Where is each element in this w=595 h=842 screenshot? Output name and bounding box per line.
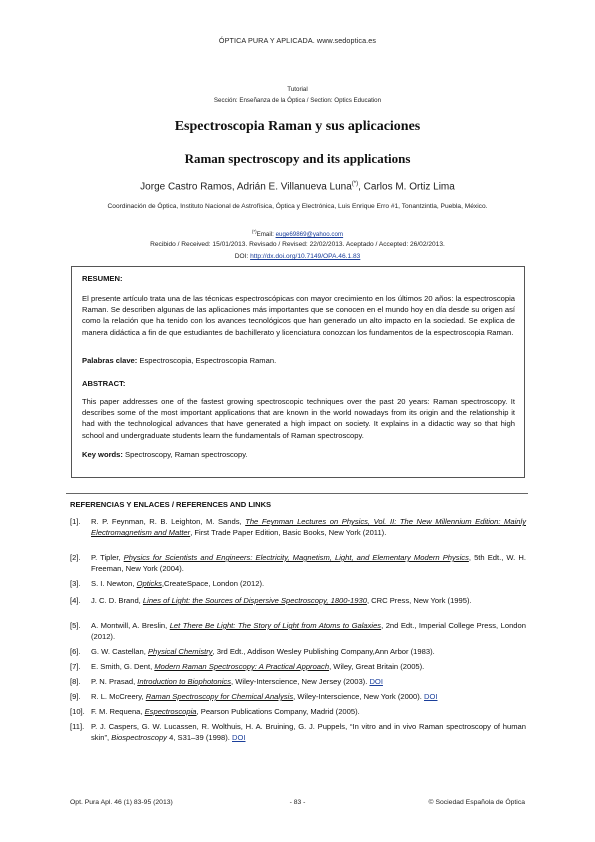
corresponding-mark: (*) xyxy=(351,181,359,187)
reference-title: Introduction to Biophotonics xyxy=(137,677,232,686)
doi-link[interactable]: DOI xyxy=(369,677,383,686)
reference-details: , 3rd Edt., Addison Wesley Publishing Company,Ann Arbor (1983). xyxy=(212,647,435,656)
reference-title: Lines of Light: the Sources of Dispersive Spectroscopy, 1800-1930 xyxy=(142,596,367,605)
resumen-text: El presente artículo trata una de las técnicas espectroscópicas con mayor crecimiento en los últimos 20 años: la espectroscopia Raman. Se describen algunas de las aplicaciones más importantes que se conocen en el mundo hoy en día desde su origen así como la relación que ha tenido con los avances tecnológicos que han generado un alto impacto en la sociedad. Se explica de manera didáctica a fin de que estudiantes de bachillerato y licenciatura conozcan los fundamentos de la espectroscopia Raman. xyxy=(82,294,515,337)
email-line xyxy=(0,229,595,238)
authors-part-b: , Carlos M. Ortiz Lima xyxy=(358,181,455,193)
reference-text xyxy=(91,552,526,574)
reference-details: , Wiley-Interscience, New Jersey (2003). xyxy=(231,677,370,686)
abstract-keywords-label: Key words: xyxy=(82,450,123,459)
reference-authors: F. M. Requena, xyxy=(91,707,145,716)
doi-label: DOI: xyxy=(234,253,251,260)
authors-part-a: Jorge Castro Ramos, Adrián E. Villanueva Luna xyxy=(140,181,352,193)
reference-title: Modern Raman Spectroscopy: A Practical Approach xyxy=(154,662,330,671)
section-type: Tutorial xyxy=(287,86,308,93)
title-spanish: Espectroscopia Raman y sus aplicaciones xyxy=(174,119,421,134)
resumen-keywords xyxy=(82,355,515,366)
footer-citation: Opt. Pura Apl. 46 (1) 83-95 (2013) xyxy=(70,799,173,806)
reference-details: , Wiley, Great Britain (2005). xyxy=(329,662,425,671)
reference-text xyxy=(91,676,526,687)
section-name: Sección: Enseñanza de la Óptica / Section: Optics Education xyxy=(213,97,382,104)
reference-text xyxy=(91,578,526,589)
reference-title: Let There Be Light: The Story of Light from Atoms to Galaxies xyxy=(169,621,382,630)
reference-number: [9]. xyxy=(70,692,81,701)
reference-number: [6]. xyxy=(70,647,81,656)
abstract-keywords-value: Spectroscopy, Raman spectroscopy. xyxy=(122,450,248,459)
reference-text xyxy=(91,646,526,657)
reference-title: Physical Chemistry xyxy=(147,647,213,656)
reference-number: [7]. xyxy=(70,662,81,671)
reference-number: [8]. xyxy=(70,677,81,686)
reference-number: [5]. xyxy=(70,621,81,630)
abstract-box xyxy=(71,266,525,478)
reference-text xyxy=(91,595,526,606)
reference-text xyxy=(91,721,526,743)
reference-details: , 2nd Edt., Imperial College Press, London (2012). xyxy=(91,621,526,642)
reference-text xyxy=(91,691,526,702)
reference-text xyxy=(91,661,526,672)
email-label: Email: xyxy=(256,231,276,239)
doi-link[interactable]: DOI xyxy=(424,692,438,701)
reference-details: , Pearson Publications Company, Madrid (2005). xyxy=(196,707,360,716)
references-divider xyxy=(66,493,528,494)
reference-authors: P. Tipler, xyxy=(91,553,124,562)
reference-title: Physics for Scientists and Engineers: Electricity, Magnetism, Light, and Elementary Modern Physics xyxy=(123,553,469,562)
reference-text xyxy=(91,516,526,538)
dates-line: Recibido / Received: 15/01/2013. Revisado / Revised: 22/02/2013. Aceptado / Accepted: 26/02/2013. xyxy=(150,241,445,248)
reference-text xyxy=(91,620,526,642)
reference-details: , Wiley-Interscience, New York (2000). xyxy=(293,692,424,701)
reference-number: [1]. xyxy=(70,517,81,526)
resumen-keywords-label: Palabras clave: xyxy=(82,356,138,365)
reference-number: [11]. xyxy=(70,722,85,731)
reference-authors: A. Montwill, A. Breslin, xyxy=(91,621,170,630)
abstract-text: This paper addresses one of the fastest growing spectroscopic techniques over the past 20 years: Raman spectroscopy. It describes some of the most important applications that are known in the world nowadays from its origin and the relationship it had with the technological advances that have generated a high impact on society. It explains in a didactic way so that high school and undergraduate students learn the fundamentals of Raman spectroscopy. xyxy=(82,397,515,440)
reference-details: , CRC Press, New York (1995). xyxy=(366,596,472,605)
journal-header: ÓPTICA PURA Y APLICADA. www.sedoptica.es xyxy=(218,36,377,45)
email-link[interactable]: euge69869@yahoo.com xyxy=(275,231,344,239)
reference-details: , 5th Edt., W. H. Freeman, New York (2004). xyxy=(91,553,526,574)
reference-number: [2]. xyxy=(70,553,81,562)
reference-number: [3]. xyxy=(70,579,81,588)
reference-authors: P. N. Prasad, xyxy=(91,677,138,686)
email-mark: (*) xyxy=(251,229,257,234)
reference-authors: E. Smith, G. Dent, xyxy=(91,662,155,671)
reference-details: 4, S31–39 (1998). xyxy=(166,733,232,743)
reference-title: Espectroscopia xyxy=(144,707,197,716)
affiliation: Coordinación de Óptica, Instituto Nacional de Astrofísica, Óptica y Electrónica, Luis Enrique Erro #1, Tonantzintla, Puebla, México. xyxy=(107,203,488,210)
reference-details: ,CreateSpace, London (2012). xyxy=(161,579,265,588)
reference-title: Opticks xyxy=(136,579,162,588)
reference-number: [10]. xyxy=(70,707,85,716)
references-title: REFERENCIAS Y ENLACES / REFERENCES AND LINKS xyxy=(70,500,272,509)
footer-copyright: © Sociedad Española de Óptica xyxy=(428,799,525,806)
abstract-keywords xyxy=(82,449,515,460)
resumen-heading: RESUMEN: xyxy=(82,274,123,283)
reference-title: Biospectroscopy xyxy=(111,733,167,743)
reference-authors: R. P. Feynman, R. B. Leighton, M. Sands, xyxy=(91,517,246,526)
abstract-heading: ABSTRACT: xyxy=(82,379,126,388)
resumen-keywords-value: Espectroscopia, Espectroscopia Raman. xyxy=(137,356,277,365)
reference-details: , First Trade Paper Edition, Basic Books, New York (2011). xyxy=(190,528,387,538)
reference-authors: S. I. Newton, xyxy=(91,579,137,588)
author-list xyxy=(0,181,595,192)
reference-authors: G. W. Castellan, xyxy=(91,647,148,656)
footer-page-number: - 83 - xyxy=(289,799,306,806)
reference-text xyxy=(91,706,526,717)
title-english: Raman spectroscopy and its applications xyxy=(184,151,411,166)
reference-authors: J. C. D. Brand, xyxy=(91,596,143,605)
reference-authors: R. L. McCreery, xyxy=(91,692,146,701)
reference-title: Raman Spectroscopy for Chemical Analysis xyxy=(145,692,294,701)
doi-link[interactable]: DOI xyxy=(232,733,246,743)
reference-authors: P. J. Caspers, G. W. Lucassen, R. Wolthuis, H. A. Bruining, G. J. Puppels, “In vitro and in vivo Raman spectroscopy of human skin”, xyxy=(91,722,526,743)
reference-number: [4]. xyxy=(70,596,81,605)
doi-link[interactable]: http://dx.doi.org/10.7149/OPA.46.1.83 xyxy=(250,253,361,260)
reference-title: The Feynman Lectures on Physics, Vol. II: The New Millennium Edition: Mainly Electromagnetism and Matter xyxy=(91,517,526,538)
doi-line xyxy=(0,253,595,260)
